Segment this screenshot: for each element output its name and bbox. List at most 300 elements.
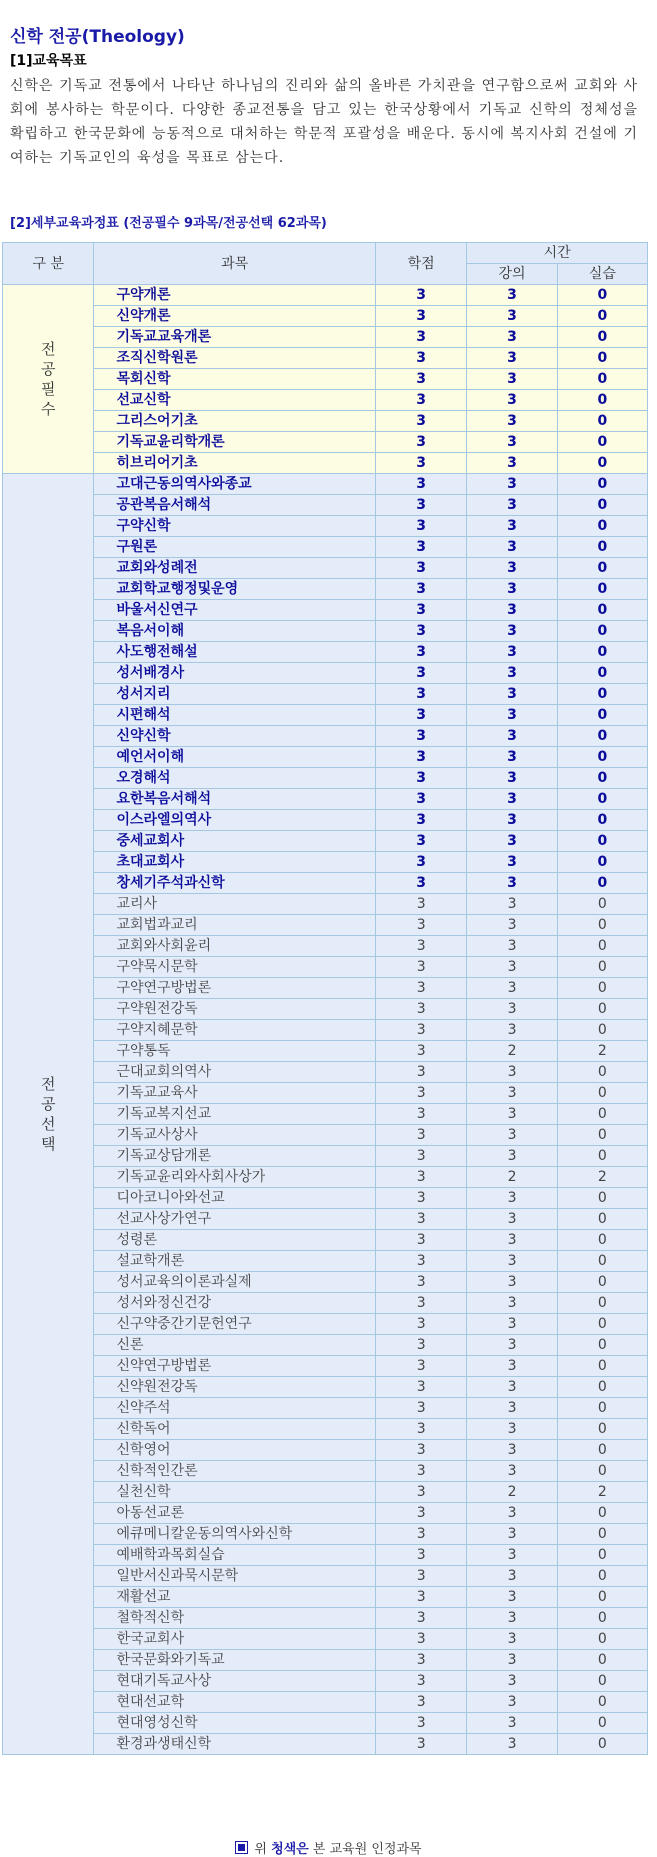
course-row xyxy=(3,1083,648,1104)
lecture-hours: 3 xyxy=(467,495,557,516)
course-row xyxy=(3,831,648,852)
course-row xyxy=(3,873,648,894)
course-name: 기독교윤리와사회사상가 xyxy=(94,1167,375,1188)
lecture-hours: 3 xyxy=(467,1335,557,1356)
practice-hours: 0 xyxy=(557,894,647,915)
credit: 3 xyxy=(375,663,466,684)
course-name: 선교신학 xyxy=(94,390,375,411)
course-row xyxy=(3,999,648,1020)
course-row xyxy=(3,516,648,537)
lecture-hours: 3 xyxy=(467,1062,557,1083)
credit: 3 xyxy=(375,1587,466,1608)
practice-hours: 0 xyxy=(557,1650,647,1671)
course-name: 구약개론 xyxy=(94,285,375,306)
credit: 3 xyxy=(375,1440,466,1461)
practice-hours: 0 xyxy=(557,516,647,537)
course-name: 신약개론 xyxy=(94,306,375,327)
practice-hours: 0 xyxy=(557,1062,647,1083)
credit: 3 xyxy=(375,726,466,747)
credit: 3 xyxy=(375,390,466,411)
credit: 3 xyxy=(375,684,466,705)
credit: 3 xyxy=(375,894,466,915)
lecture-hours: 3 xyxy=(467,642,557,663)
practice-hours: 0 xyxy=(557,1293,647,1314)
practice-hours: 0 xyxy=(557,537,647,558)
practice-hours: 0 xyxy=(557,1440,647,1461)
credit: 3 xyxy=(375,369,466,390)
education-goal-text: 신학은 기독교 전통에서 나타난 하나님의 진리와 삶의 올바른 가치관을 연구함으로써 교회와 사회에 봉사하는 학문이다. 다양한 종교전통을 담고 있는 한국상황에서 기독교 신학의 정체성을 확립하고 한국문화에 능동적으로 대처하는 학문적 포괄성을 배운다. 동시에 복지사회 건설에 기여하는 기독교인의 육성을 목표로 삼는다. xyxy=(10,78,638,166)
practice-hours: 0 xyxy=(557,369,647,390)
lecture-hours: 3 xyxy=(467,936,557,957)
practice-hours: 0 xyxy=(557,978,647,999)
credit: 3 xyxy=(375,1713,466,1734)
practice-hours: 0 xyxy=(557,1251,647,1272)
practice-hours: 0 xyxy=(557,1692,647,1713)
practice-hours: 0 xyxy=(557,1314,647,1335)
lecture-hours: 3 xyxy=(467,1461,557,1482)
practice-hours: 0 xyxy=(557,1713,647,1734)
practice-hours: 0 xyxy=(557,1566,647,1587)
credit: 3 xyxy=(375,306,466,327)
course-row xyxy=(3,894,648,915)
course-row xyxy=(3,285,648,306)
lecture-hours: 3 xyxy=(467,1020,557,1041)
lecture-hours: 3 xyxy=(467,432,557,453)
lecture-hours: 3 xyxy=(467,600,557,621)
practice-hours: 0 xyxy=(557,1398,647,1419)
credit: 3 xyxy=(375,1692,466,1713)
credit: 3 xyxy=(375,1083,466,1104)
course-name: 성령론 xyxy=(94,1230,375,1251)
practice-hours: 0 xyxy=(557,558,647,579)
lecture-hours: 3 xyxy=(467,1146,557,1167)
footnote xyxy=(0,1838,657,1857)
course-row xyxy=(3,411,648,432)
course-row xyxy=(3,1734,648,1755)
lecture-hours: 3 xyxy=(467,915,557,936)
page-title: 신학 전공(Theology) xyxy=(10,27,185,47)
lecture-hours: 3 xyxy=(467,705,557,726)
course-row xyxy=(3,684,648,705)
lecture-hours: 3 xyxy=(467,1671,557,1692)
course-row xyxy=(3,1293,648,1314)
credit: 3 xyxy=(375,1167,466,1188)
course-name: 사도행전해설 xyxy=(94,642,375,663)
course-name: 이스라엘의역사 xyxy=(94,810,375,831)
course-name: 재활선교 xyxy=(94,1587,375,1608)
course-name: 환경과생태신학 xyxy=(94,1734,375,1755)
practice-hours: 0 xyxy=(557,1524,647,1545)
curriculum-body xyxy=(3,285,648,1755)
course-row xyxy=(3,1566,648,1587)
practice-hours: 0 xyxy=(557,1230,647,1251)
credit: 3 xyxy=(375,1734,466,1755)
practice-hours: 0 xyxy=(557,621,647,642)
lecture-hours: 3 xyxy=(467,369,557,390)
credit: 3 xyxy=(375,1062,466,1083)
course-name: 기독교교육사 xyxy=(94,1083,375,1104)
credit: 3 xyxy=(375,474,466,495)
lecture-hours: 3 xyxy=(467,1608,557,1629)
practice-hours: 0 xyxy=(557,1545,647,1566)
credit: 3 xyxy=(375,1293,466,1314)
practice-hours: 0 xyxy=(557,789,647,810)
course-name: 선교사상가연구 xyxy=(94,1209,375,1230)
lecture-hours: 3 xyxy=(467,789,557,810)
course-name: 신약원전강독 xyxy=(94,1377,375,1398)
course-name: 신약연구방법론 xyxy=(94,1356,375,1377)
course-row xyxy=(3,1503,648,1524)
practice-hours: 0 xyxy=(557,873,647,894)
credit: 3 xyxy=(375,789,466,810)
credit: 3 xyxy=(375,1230,466,1251)
course-row xyxy=(3,453,648,474)
practice-hours: 2 xyxy=(557,1041,647,1062)
lecture-hours: 3 xyxy=(467,453,557,474)
course-row xyxy=(3,1356,648,1377)
course-name: 기독교교육개론 xyxy=(94,327,375,348)
lecture-hours: 3 xyxy=(467,285,557,306)
practice-hours: 0 xyxy=(557,1629,647,1650)
lecture-hours: 3 xyxy=(467,1356,557,1377)
course-name: 철학적신학 xyxy=(94,1608,375,1629)
practice-hours: 2 xyxy=(557,1482,647,1503)
course-name: 신학적인간론 xyxy=(94,1461,375,1482)
course-name: 기독교상담개론 xyxy=(94,1146,375,1167)
course-name: 현대기독교사상 xyxy=(94,1671,375,1692)
practice-hours: 0 xyxy=(557,1356,647,1377)
course-name: 구약묵시문학 xyxy=(94,957,375,978)
credit: 3 xyxy=(375,1272,466,1293)
lecture-hours: 3 xyxy=(467,516,557,537)
course-row xyxy=(3,1377,648,1398)
lecture-hours: 3 xyxy=(467,1398,557,1419)
course-row xyxy=(3,1125,648,1146)
lecture-hours: 3 xyxy=(467,663,557,684)
practice-hours: 0 xyxy=(557,1503,647,1524)
course-name: 설교학개론 xyxy=(94,1251,375,1272)
course-row xyxy=(3,1650,648,1671)
lecture-hours: 3 xyxy=(467,1503,557,1524)
lecture-hours: 3 xyxy=(467,1734,557,1755)
lecture-hours: 3 xyxy=(467,621,557,642)
practice-hours: 0 xyxy=(557,1146,647,1167)
course-row xyxy=(3,1398,648,1419)
credit: 3 xyxy=(375,1041,466,1062)
course-name: 현대영성신학 xyxy=(94,1713,375,1734)
lecture-hours: 3 xyxy=(467,411,557,432)
credit: 3 xyxy=(375,348,466,369)
course-name: 아동선교론 xyxy=(94,1503,375,1524)
course-row xyxy=(3,852,648,873)
course-name: 기독교사상사 xyxy=(94,1125,375,1146)
course-row xyxy=(3,1461,648,1482)
credit: 3 xyxy=(375,1461,466,1482)
course-row xyxy=(3,747,648,768)
course-row xyxy=(3,936,648,957)
lecture-hours: 3 xyxy=(467,1083,557,1104)
course-name: 일반서신과묵시문학 xyxy=(94,1566,375,1587)
course-row xyxy=(3,1251,648,1272)
lecture-hours: 3 xyxy=(467,747,557,768)
practice-hours: 0 xyxy=(557,831,647,852)
lecture-hours: 3 xyxy=(467,1545,557,1566)
footnote-suffix: 본 교육원 인정과목 xyxy=(308,1842,422,1857)
course-row xyxy=(3,915,648,936)
practice-hours: 0 xyxy=(557,453,647,474)
course-name: 조직신학원론 xyxy=(94,348,375,369)
practice-hours: 0 xyxy=(557,684,647,705)
credit: 3 xyxy=(375,978,466,999)
credit: 3 xyxy=(375,453,466,474)
credit: 3 xyxy=(375,768,466,789)
course-name: 교회와사회윤리 xyxy=(94,936,375,957)
course-row xyxy=(3,1545,648,1566)
course-row xyxy=(3,1692,648,1713)
lecture-hours: 3 xyxy=(467,1629,557,1650)
lecture-hours: 3 xyxy=(467,579,557,600)
credit: 3 xyxy=(375,705,466,726)
course-name: 초대교회사 xyxy=(94,852,375,873)
course-name: 창세기주석과신학 xyxy=(94,873,375,894)
course-name: 복음서이해 xyxy=(94,621,375,642)
lecture-hours: 3 xyxy=(467,1524,557,1545)
course-row xyxy=(3,600,648,621)
course-name: 구원론 xyxy=(94,537,375,558)
credit: 3 xyxy=(375,621,466,642)
credit: 3 xyxy=(375,327,466,348)
lecture-hours: 2 xyxy=(467,1482,557,1503)
practice-hours: 0 xyxy=(557,1587,647,1608)
practice-hours: 0 xyxy=(557,999,647,1020)
practice-hours: 0 xyxy=(557,663,647,684)
practice-hours: 0 xyxy=(557,390,647,411)
course-name: 신약신학 xyxy=(94,726,375,747)
course-name: 구약통독 xyxy=(94,1041,375,1062)
practice-hours: 0 xyxy=(557,1209,647,1230)
credit: 3 xyxy=(375,1251,466,1272)
lecture-hours: 2 xyxy=(467,1041,557,1062)
course-row xyxy=(3,1230,648,1251)
practice-hours: 0 xyxy=(557,1020,647,1041)
credit: 3 xyxy=(375,957,466,978)
lecture-hours: 3 xyxy=(467,1440,557,1461)
footnote-prefix: 위 xyxy=(254,1842,272,1857)
lecture-hours: 3 xyxy=(467,348,557,369)
course-row xyxy=(3,1020,648,1041)
course-row xyxy=(3,495,648,516)
course-row xyxy=(3,663,648,684)
lecture-hours: 3 xyxy=(467,1293,557,1314)
course-row xyxy=(3,1146,648,1167)
credit: 3 xyxy=(375,852,466,873)
lecture-hours: 3 xyxy=(467,1188,557,1209)
credit: 3 xyxy=(375,558,466,579)
course-row xyxy=(3,726,648,747)
credit: 3 xyxy=(375,1419,466,1440)
credit: 3 xyxy=(375,915,466,936)
practice-hours: 0 xyxy=(557,1083,647,1104)
credit: 3 xyxy=(375,432,466,453)
credit: 3 xyxy=(375,810,466,831)
course-row xyxy=(3,1482,648,1503)
practice-hours: 0 xyxy=(557,936,647,957)
practice-hours: 0 xyxy=(557,306,647,327)
practice-hours: 0 xyxy=(557,852,647,873)
course-name: 성서지리 xyxy=(94,684,375,705)
course-name: 현대선교학 xyxy=(94,1692,375,1713)
course-row xyxy=(3,1209,648,1230)
lecture-hours: 3 xyxy=(467,306,557,327)
lecture-hours: 3 xyxy=(467,873,557,894)
header-time: 시간 xyxy=(467,243,648,264)
course-row xyxy=(3,432,648,453)
course-row xyxy=(3,789,648,810)
practice-hours: 0 xyxy=(557,810,647,831)
lecture-hours: 3 xyxy=(467,1251,557,1272)
credit: 3 xyxy=(375,1503,466,1524)
lecture-hours: 3 xyxy=(467,1419,557,1440)
course-row xyxy=(3,1608,648,1629)
lecture-hours: 3 xyxy=(467,831,557,852)
course-name: 공관복음서해석 xyxy=(94,495,375,516)
lecture-hours: 3 xyxy=(467,1377,557,1398)
course-row xyxy=(3,1062,648,1083)
credit: 3 xyxy=(375,579,466,600)
course-row xyxy=(3,558,648,579)
course-name: 신학독어 xyxy=(94,1419,375,1440)
credit: 3 xyxy=(375,1398,466,1419)
credit: 3 xyxy=(375,1104,466,1125)
course-row xyxy=(3,1104,648,1125)
credit: 3 xyxy=(375,1377,466,1398)
lecture-hours: 3 xyxy=(467,327,557,348)
course-name: 구약원전강독 xyxy=(94,999,375,1020)
credit: 3 xyxy=(375,831,466,852)
credit: 3 xyxy=(375,516,466,537)
course-row xyxy=(3,1041,648,1062)
course-row xyxy=(3,327,648,348)
course-name: 구약연구방법론 xyxy=(94,978,375,999)
course-name: 히브리어기초 xyxy=(94,453,375,474)
course-name: 한국교회사 xyxy=(94,1629,375,1650)
practice-hours: 0 xyxy=(557,1461,647,1482)
course-row xyxy=(3,1314,648,1335)
practice-hours: 2 xyxy=(557,1167,647,1188)
credit: 3 xyxy=(375,537,466,558)
credit: 3 xyxy=(375,936,466,957)
practice-hours: 0 xyxy=(557,474,647,495)
course-row xyxy=(3,1188,648,1209)
lecture-hours: 3 xyxy=(467,1209,557,1230)
course-name: 구약지혜문학 xyxy=(94,1020,375,1041)
credit: 3 xyxy=(375,999,466,1020)
practice-hours: 0 xyxy=(557,1104,647,1125)
credit: 3 xyxy=(375,1020,466,1041)
course-name: 성서교육의이론과실제 xyxy=(94,1272,375,1293)
course-name: 성서배경사 xyxy=(94,663,375,684)
course-name: 예언서이해 xyxy=(94,747,375,768)
practice-hours: 0 xyxy=(557,957,647,978)
course-name: 목회신학 xyxy=(94,369,375,390)
course-row xyxy=(3,579,648,600)
square-icon xyxy=(235,1841,248,1854)
course-name: 예배학과목회실습 xyxy=(94,1545,375,1566)
course-row xyxy=(3,1524,648,1545)
course-name: 시편해석 xyxy=(94,705,375,726)
course-name: 신론 xyxy=(94,1335,375,1356)
practice-hours: 0 xyxy=(557,1335,647,1356)
credit: 3 xyxy=(375,411,466,432)
practice-hours: 0 xyxy=(557,1125,647,1146)
practice-hours: 0 xyxy=(557,600,647,621)
lecture-hours: 3 xyxy=(467,1692,557,1713)
credit: 3 xyxy=(375,1629,466,1650)
course-row xyxy=(3,957,648,978)
curriculum-table xyxy=(2,242,648,1755)
course-name: 신학영어 xyxy=(94,1440,375,1461)
course-name: 교회법과교리 xyxy=(94,915,375,936)
lecture-hours: 3 xyxy=(467,810,557,831)
course-row xyxy=(3,978,648,999)
practice-hours: 0 xyxy=(557,327,647,348)
course-row xyxy=(3,306,648,327)
credit: 3 xyxy=(375,1671,466,1692)
course-name: 중세교회사 xyxy=(94,831,375,852)
course-name: 에큐메니칼운동의역사와신학 xyxy=(94,1524,375,1545)
credit: 3 xyxy=(375,1356,466,1377)
lecture-hours: 3 xyxy=(467,1314,557,1335)
course-name: 성서와정신건강 xyxy=(94,1293,375,1314)
course-name: 디아코니아와선교 xyxy=(94,1188,375,1209)
course-row xyxy=(3,348,648,369)
course-name: 기독교윤리학개론 xyxy=(94,432,375,453)
course-name: 오경해석 xyxy=(94,768,375,789)
course-row xyxy=(3,369,648,390)
credit: 3 xyxy=(375,747,466,768)
group-required: 전 공 필 수 xyxy=(3,285,94,474)
practice-hours: 0 xyxy=(557,642,647,663)
lecture-hours: 3 xyxy=(467,558,557,579)
credit: 3 xyxy=(375,1608,466,1629)
lecture-hours: 3 xyxy=(467,1104,557,1125)
course-name: 실천신학 xyxy=(94,1482,375,1503)
course-row xyxy=(3,1713,648,1734)
practice-hours: 0 xyxy=(557,411,647,432)
practice-hours: 0 xyxy=(557,432,647,453)
lecture-hours: 3 xyxy=(467,1125,557,1146)
course-name: 요한복음서해석 xyxy=(94,789,375,810)
lecture-hours: 3 xyxy=(467,726,557,747)
lecture-hours: 3 xyxy=(467,390,557,411)
credit: 3 xyxy=(375,1524,466,1545)
course-name: 바울서신연구 xyxy=(94,600,375,621)
practice-hours: 0 xyxy=(557,726,647,747)
header-lecture: 강의 xyxy=(467,264,557,285)
credit: 3 xyxy=(375,1545,466,1566)
course-row xyxy=(3,621,648,642)
practice-hours: 0 xyxy=(557,1272,647,1293)
credit: 3 xyxy=(375,600,466,621)
lecture-hours: 3 xyxy=(467,1713,557,1734)
credit: 3 xyxy=(375,1188,466,1209)
practice-hours: 0 xyxy=(557,1671,647,1692)
course-row xyxy=(3,705,648,726)
course-row xyxy=(3,1587,648,1608)
credit: 3 xyxy=(375,1335,466,1356)
practice-hours: 0 xyxy=(557,768,647,789)
lecture-hours: 2 xyxy=(467,1167,557,1188)
